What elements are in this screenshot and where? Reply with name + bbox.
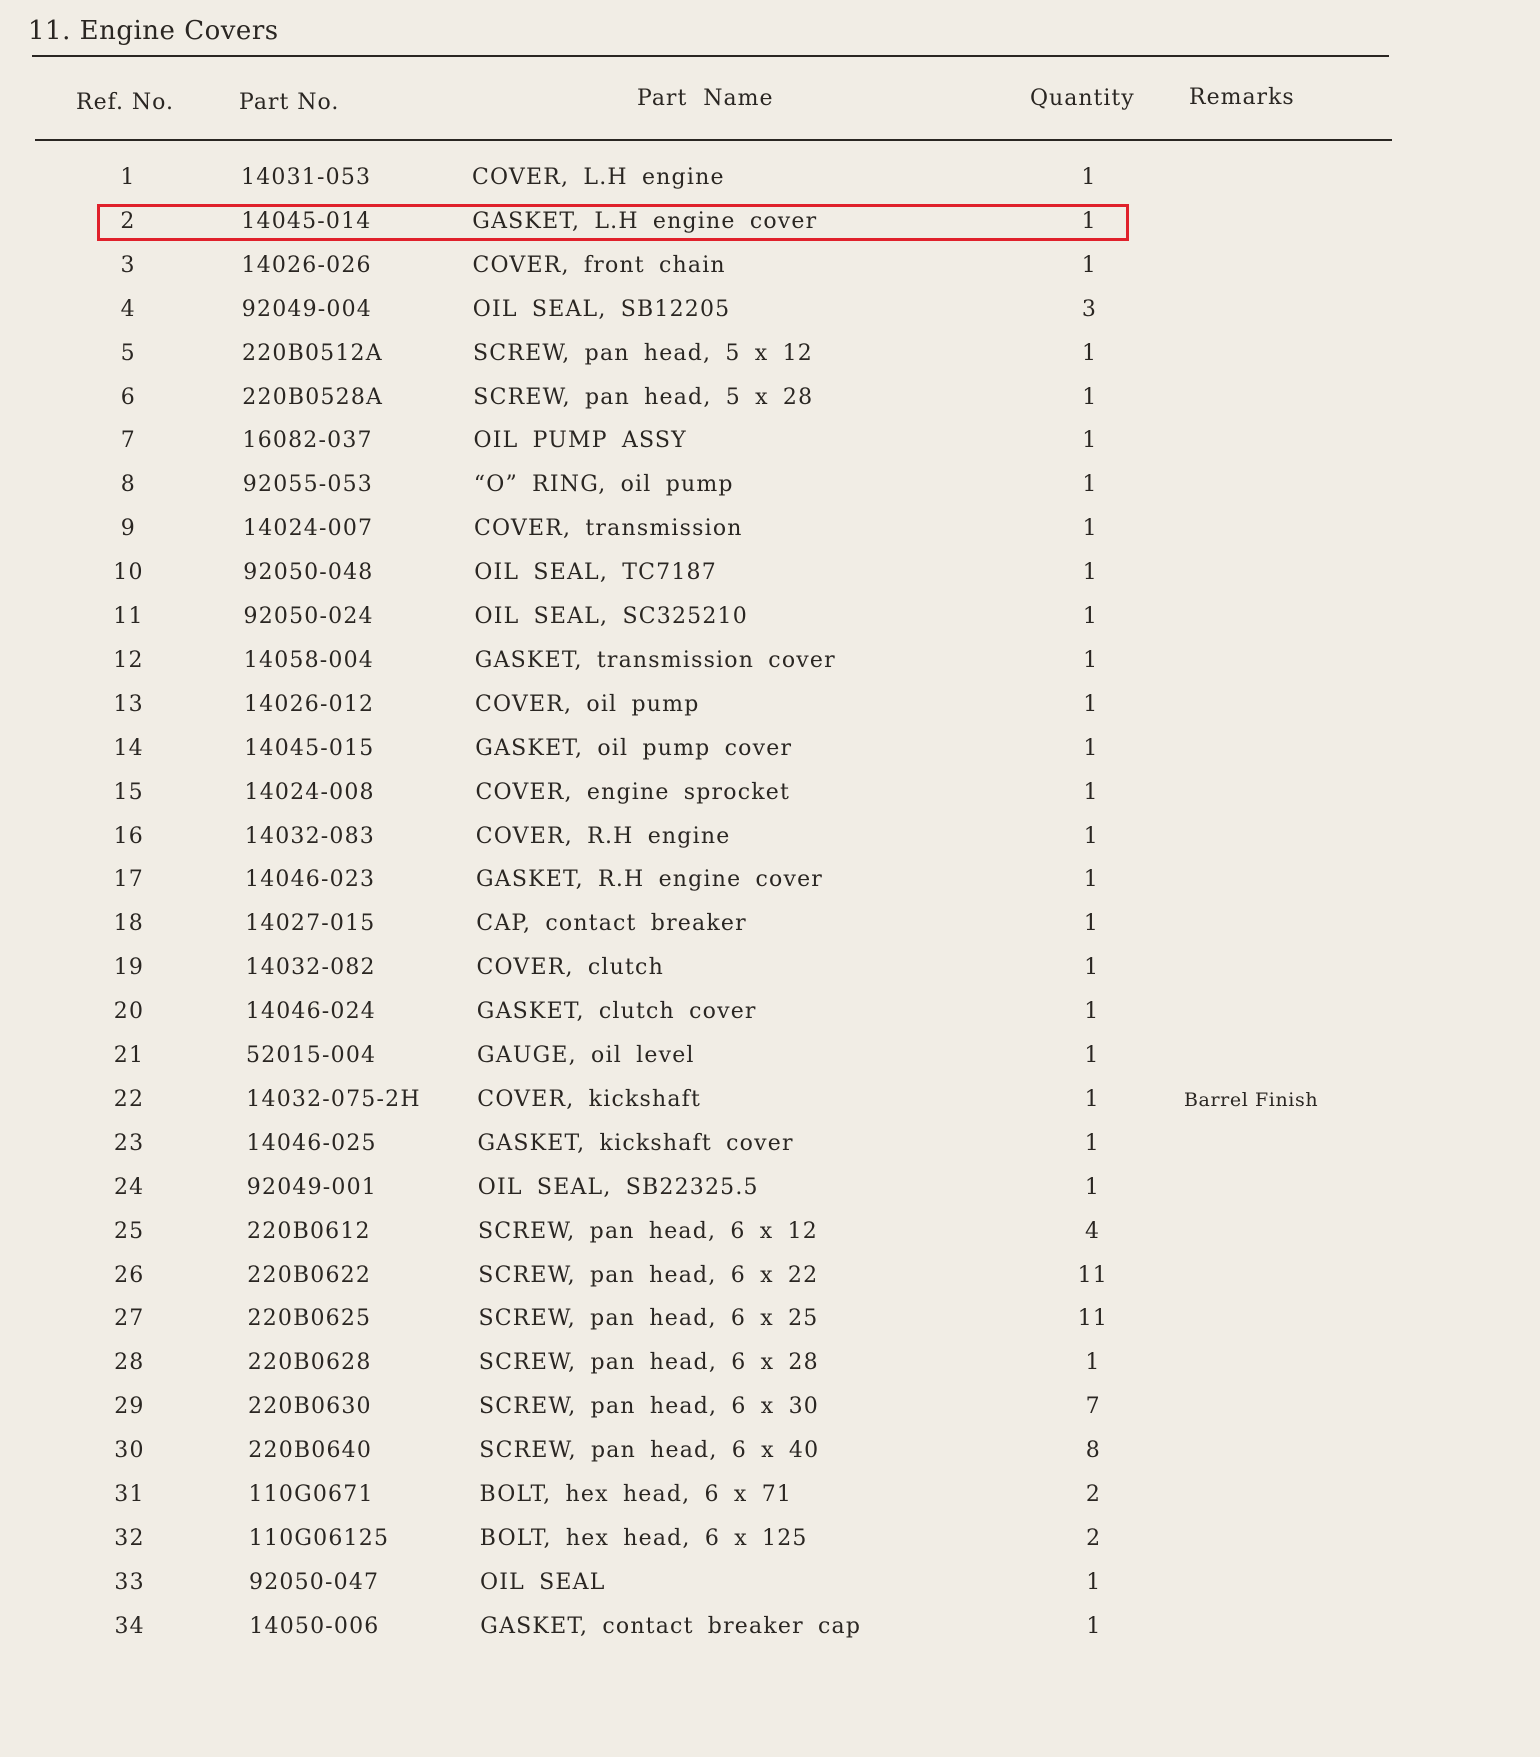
quantity-cell: 1: [1083, 735, 1099, 761]
part-no-cell: 110G06125: [248, 1525, 390, 1551]
part-no-cell: 14026-012: [244, 691, 375, 717]
part-name-cell: SCREW, pan head, 6 x 30: [479, 1394, 820, 1420]
ref-no-cell: 24: [113, 1174, 145, 1200]
table-row: [0, 911, 1540, 951]
ref-no-cell: 32: [114, 1525, 145, 1551]
part-name-cell: COVER, transmission: [474, 516, 743, 542]
header-part-name: Part Name: [637, 86, 774, 111]
part-no-cell: 14046-024: [245, 999, 377, 1025]
part-no-cell: 92050-024: [243, 604, 374, 629]
ref-no-cell: 26: [114, 1262, 145, 1288]
ref-no-cell: 5: [120, 340, 136, 366]
header-quantity: Quantity: [1030, 86, 1135, 111]
quantity-cell: 1: [1086, 1569, 1102, 1595]
part-no-cell: 92049-001: [246, 1174, 378, 1200]
table-row: [0, 253, 1540, 293]
part-no-cell: 52015-004: [246, 1043, 377, 1068]
header-ref-no: Ref. No.: [76, 90, 175, 115]
table-row: [0, 1087, 1540, 1127]
ref-no-cell: 23: [113, 1130, 145, 1156]
part-name-cell: GASKET, R.H engine cover: [476, 867, 824, 893]
table-row: [0, 560, 1540, 600]
table-row: [0, 648, 1540, 688]
ref-no-cell: 4: [120, 296, 136, 322]
ref-no-cell: 13: [113, 691, 144, 717]
part-name-cell: SCREW, pan head, 6 x 22: [478, 1262, 819, 1288]
ref-no-cell: 15: [113, 779, 144, 805]
part-name-cell: SCREW, pan head, 6 x 12: [478, 1218, 819, 1244]
part-name-cell: GASKET, contact breaker cap: [480, 1613, 862, 1639]
table-row: [0, 1570, 1540, 1610]
quantity-cell: 1: [1082, 560, 1098, 586]
part-name-cell: GASKET, transmission cover: [474, 647, 836, 673]
part-no-cell: 14050-006: [249, 1613, 380, 1639]
table-row: [0, 341, 1540, 381]
quantity-cell: 1: [1083, 867, 1099, 893]
quantity-cell: 1: [1083, 691, 1099, 717]
table-row: [0, 165, 1540, 205]
part-name-cell: OIL SEAL, SB12205: [472, 296, 731, 322]
part-no-cell: 14031-053: [241, 165, 372, 190]
quantity-cell: 1: [1083, 779, 1099, 805]
part-no-cell: 14032-083: [244, 823, 376, 849]
quantity-cell: 1: [1081, 208, 1097, 234]
quantity-cell: 11: [1077, 1262, 1108, 1288]
table-row: [0, 1350, 1540, 1390]
part-no-cell: 14045-014: [241, 208, 372, 234]
quantity-cell: 1: [1082, 516, 1098, 542]
table-row: [0, 867, 1540, 907]
table-row: [0, 1219, 1540, 1259]
quantity-cell: 2: [1085, 1482, 1102, 1507]
quantity-cell: 1: [1083, 823, 1099, 849]
part-no-cell: 92050-047: [249, 1569, 380, 1595]
table-row: [0, 692, 1540, 732]
part-name-cell: BOLT, hex head, 6 x 125: [479, 1525, 808, 1551]
part-name-cell: OIL SEAL, TC7187: [474, 560, 717, 586]
part-no-cell: 220B0630: [248, 1394, 372, 1420]
table-row: [0, 1263, 1540, 1303]
part-name-cell: SCREW, pan head, 5 x 12: [473, 340, 814, 366]
part-no-cell: 110G0671: [248, 1482, 374, 1507]
part-name-cell: GASKET, L.H engine cover: [472, 208, 818, 234]
quantity-cell: 1: [1081, 340, 1098, 366]
table-row: [0, 736, 1540, 776]
table-row: [0, 1482, 1540, 1522]
remarks-cell: Barrel Finish: [1184, 1088, 1319, 1111]
ref-no-cell: 14: [113, 735, 144, 761]
part-name-cell: COVER, clutch: [476, 955, 664, 981]
ref-no-cell: 9: [120, 516, 136, 542]
ref-no-cell: 20: [113, 999, 145, 1025]
part-no-cell: 14058-004: [243, 647, 375, 673]
part-no-cell: 220B0640: [248, 1438, 373, 1464]
part-name-cell: “O” RING, oil pump: [473, 472, 734, 498]
part-name-cell: GASKET, clutch cover: [476, 999, 757, 1025]
part-no-cell: 220B0612: [247, 1218, 371, 1244]
table-row: [0, 1526, 1540, 1566]
part-no-cell: 220B0628: [247, 1350, 372, 1376]
quantity-cell: 1: [1084, 1086, 1100, 1112]
part-name-cell: COVER, engine sprocket: [475, 779, 791, 805]
ref-no-cell: 11: [113, 604, 144, 629]
part-no-cell: 92055-053: [242, 472, 374, 498]
quantity-cell: 1: [1086, 1613, 1102, 1639]
part-name-cell: GASKET, kickshaft cover: [477, 1130, 794, 1156]
ref-no-cell: 29: [114, 1394, 145, 1420]
quantity-cell: 1: [1084, 999, 1100, 1025]
ref-no-cell: 28: [114, 1350, 145, 1376]
ref-no-cell: 8: [120, 472, 136, 498]
part-no-cell: 14024-008: [244, 779, 375, 805]
table-row: [0, 297, 1540, 337]
part-no-cell: 14046-025: [246, 1130, 377, 1156]
part-name-cell: COVER, L.H engine: [472, 165, 725, 190]
table-row: [0, 604, 1540, 644]
table-row: [0, 955, 1540, 995]
quantity-cell: 1: [1082, 472, 1098, 498]
table-row: [0, 516, 1540, 556]
table-row: [0, 1043, 1540, 1083]
table-row: [0, 999, 1540, 1039]
part-no-cell: 14045-015: [244, 735, 375, 761]
ref-no-cell: 10: [113, 560, 144, 586]
part-no-cell: 14027-015: [245, 911, 376, 937]
quantity-cell: 4: [1084, 1218, 1101, 1244]
header-remarks: Remarks: [1189, 85, 1295, 110]
part-no-cell: 14032-075-2H: [246, 1086, 421, 1112]
quantity-cell: 1: [1084, 1174, 1101, 1200]
quantity-cell: 1: [1083, 647, 1099, 673]
part-no-cell: 220B0622: [247, 1262, 372, 1288]
table-row: [0, 1614, 1540, 1654]
part-no-cell: 14046-023: [245, 867, 376, 893]
ref-no-cell: 17: [113, 867, 144, 893]
part-name-cell: GASKET, oil pump cover: [475, 735, 793, 761]
part-no-cell: 14032-082: [245, 955, 376, 981]
part-no-cell: 16082-037: [242, 428, 373, 454]
part-name-cell: SCREW, pan head, 5 x 28: [473, 384, 814, 410]
header-part-no: Part No.: [239, 90, 340, 115]
quantity-cell: 11: [1077, 1306, 1109, 1332]
ref-no-cell: 21: [113, 1043, 145, 1068]
section-title: 11. Engine Covers: [28, 16, 279, 46]
quantity-cell: 2: [1086, 1525, 1102, 1551]
part-no-cell: 92050-048: [243, 560, 374, 586]
ref-no-cell: 30: [114, 1438, 145, 1464]
quantity-cell: 1: [1084, 1043, 1100, 1068]
part-name-cell: GAUGE, oil level: [477, 1043, 695, 1068]
table-row: [0, 1438, 1540, 1478]
quantity-cell: 1: [1081, 252, 1097, 278]
quantity-cell: 1: [1083, 911, 1100, 937]
quantity-cell: 3: [1081, 296, 1098, 322]
part-no-cell: 220B0625: [247, 1306, 372, 1332]
highlight-box: [97, 204, 1129, 241]
table-row: [0, 428, 1540, 468]
ref-no-cell: 33: [114, 1569, 145, 1595]
part-name-cell: CAP, contact breaker: [476, 911, 747, 937]
quantity-cell: 1: [1082, 384, 1098, 410]
part-no-cell: 14024-007: [243, 516, 374, 542]
quantity-cell: 1: [1082, 604, 1099, 629]
part-name-cell: COVER, R.H engine: [475, 823, 731, 849]
ref-no-cell: 2: [120, 208, 136, 234]
part-no-cell: 220B0528A: [242, 384, 384, 410]
part-name-cell: SCREW, pan head, 6 x 25: [478, 1306, 819, 1332]
part-name-cell: OIL SEAL: [480, 1569, 606, 1595]
table-row: [0, 1175, 1540, 1215]
ref-no-cell: 25: [113, 1218, 145, 1244]
quantity-cell: 8: [1085, 1438, 1101, 1464]
ref-no-cell: 18: [113, 911, 144, 937]
ref-no-cell: 1: [120, 165, 136, 190]
table-row: [0, 1394, 1540, 1434]
ref-no-cell: 22: [113, 1086, 145, 1112]
ref-no-cell: 6: [120, 384, 136, 410]
table-row: [0, 1131, 1540, 1171]
ref-no-cell: 27: [114, 1306, 145, 1332]
ref-no-cell: 19: [113, 955, 145, 981]
part-name-cell: COVER, oil pump: [475, 691, 700, 717]
part-name-cell: SCREW, pan head, 6 x 40: [479, 1438, 820, 1464]
part-name-cell: COVER, front chain: [472, 252, 726, 278]
quantity-cell: 1: [1082, 428, 1098, 454]
table-row: [0, 472, 1540, 512]
table-row: [0, 385, 1540, 425]
quantity-cell: 1: [1085, 1350, 1101, 1376]
part-no-cell: 220B0512A: [242, 340, 383, 366]
quantity-cell: 7: [1085, 1394, 1101, 1420]
part-name-cell: OIL PUMP ASSY: [473, 428, 687, 454]
part-name-cell: OIL SEAL, SB22325.5: [477, 1174, 759, 1200]
ref-no-cell: 16: [113, 823, 144, 849]
part-name-cell: OIL SEAL, SC325210: [474, 604, 748, 629]
part-name-cell: COVER, kickshaft: [477, 1086, 702, 1112]
quantity-cell: 1: [1084, 955, 1100, 981]
part-name-cell: BOLT, hex head, 6 x 71: [479, 1482, 793, 1507]
table-row: [0, 824, 1540, 864]
ref-no-cell: 12: [113, 647, 144, 673]
part-no-cell: 92049-004: [241, 296, 373, 322]
table-row: [0, 1306, 1540, 1346]
ref-no-cell: 7: [120, 428, 136, 454]
quantity-cell: 1: [1081, 165, 1097, 190]
ref-no-cell: 31: [114, 1482, 145, 1507]
part-no-cell: 14026-026: [241, 252, 372, 278]
quantity-cell: 1: [1084, 1130, 1100, 1156]
table-row: [0, 780, 1540, 820]
ref-no-cell: 3: [120, 252, 136, 278]
ref-no-cell: 34: [114, 1613, 145, 1639]
part-name-cell: SCREW, pan head, 6 x 28: [478, 1350, 819, 1376]
